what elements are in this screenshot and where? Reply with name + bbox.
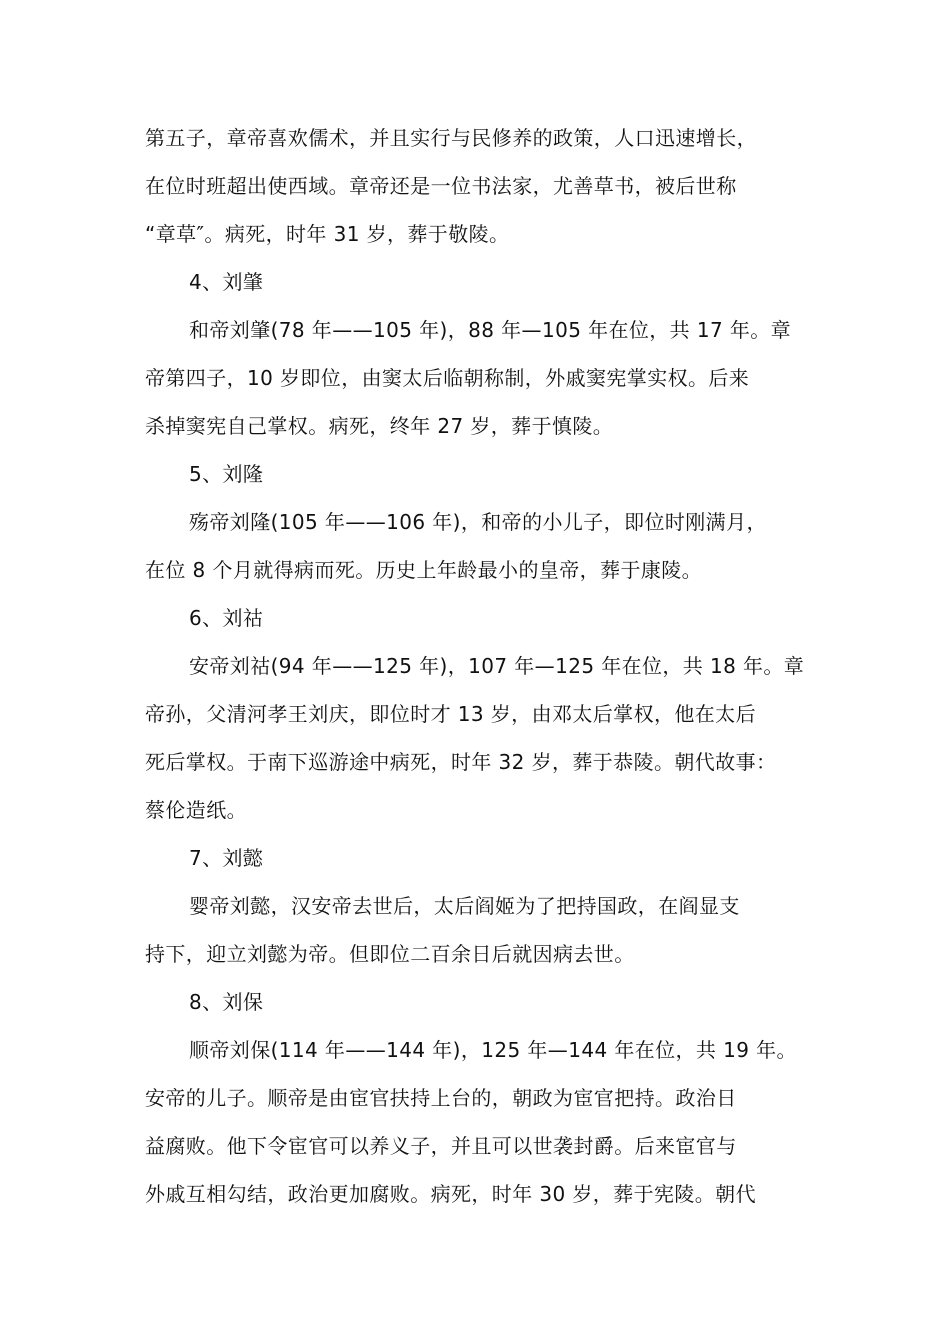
paragraph-line: 外戚互相勾结，政治更加腐败。病死，时年 30 岁，葬于宪陵。朝代 [145,1182,756,1206]
paragraph-line: 益腐败。他下令宦官可以养义子，并且可以世袭封爵。后来宦官与 [145,1134,737,1158]
document-body [145,114,820,1218]
paragraph-line: 殇帝刘隆(105 年——106 年)，和帝的小儿子，即位时刚满月， [189,510,767,534]
paragraph-line: 蔡伦造纸。 [145,798,247,822]
section-heading: 4、刘肇 [189,270,264,294]
paragraph-line: 帝第四子，10 岁即位，由窦太后临朝称制，外戚窦宪掌实权。后来 [145,366,750,390]
paragraph-line: 安帝的儿子。顺帝是由宦官扶持上台的，朝政为宦官把持。政治日 [145,1086,737,1110]
paragraph-line: 婴帝刘懿，汉安帝去世后，太后阎姬为了把持国政，在阎显支 [189,894,740,918]
section-heading: 5、刘隆 [189,462,264,486]
paragraph-line: 第五子，章帝喜欢儒术，并且实行与民修养的政策，人口迅速增长， [145,126,757,150]
paragraph-line: 帝孙，父清河孝王刘庆，即位时才 13 岁，由邓太后掌权，他在太后 [145,702,756,726]
paragraph-line: 顺帝刘保(114 年——144 年)，125 年—144 年在位，共 19 年。 [189,1038,797,1062]
section-heading: 8、刘保 [189,990,264,1014]
section-heading: 7、刘懿 [189,846,264,870]
section-heading: 6、刘祜 [189,606,264,630]
paragraph-line: 杀掉窦宪自己掌权。病死，终年 27 岁，葬于慎陵。 [145,414,614,438]
paragraph-line: “章草″。病死，时年 31 岁，葬于敬陵。 [145,222,510,246]
paragraph-line: 在位时班超出使西域。章帝还是一位书法家，尤善草书，被后世称 [145,174,737,198]
paragraph-line: 持下，迎立刘懿为帝。但即位二百余日后就因病去世。 [145,942,635,966]
paragraph-line: 和帝刘肇(78 年——105 年)，88 年—105 年在位，共 17 年。章 [189,318,792,342]
paragraph-line: 在位 8 个月就得病而死。历史上年龄最小的皇帝，葬于康陵。 [145,558,703,582]
paragraph-line: 死后掌权。于南下巡游途中病死，时年 32 岁，葬于恭陵。朝代故事： [145,750,777,774]
paragraph-line: 安帝刘祜(94 年——125 年)，107 年—125 年在位，共 18 年。章 [189,654,805,678]
